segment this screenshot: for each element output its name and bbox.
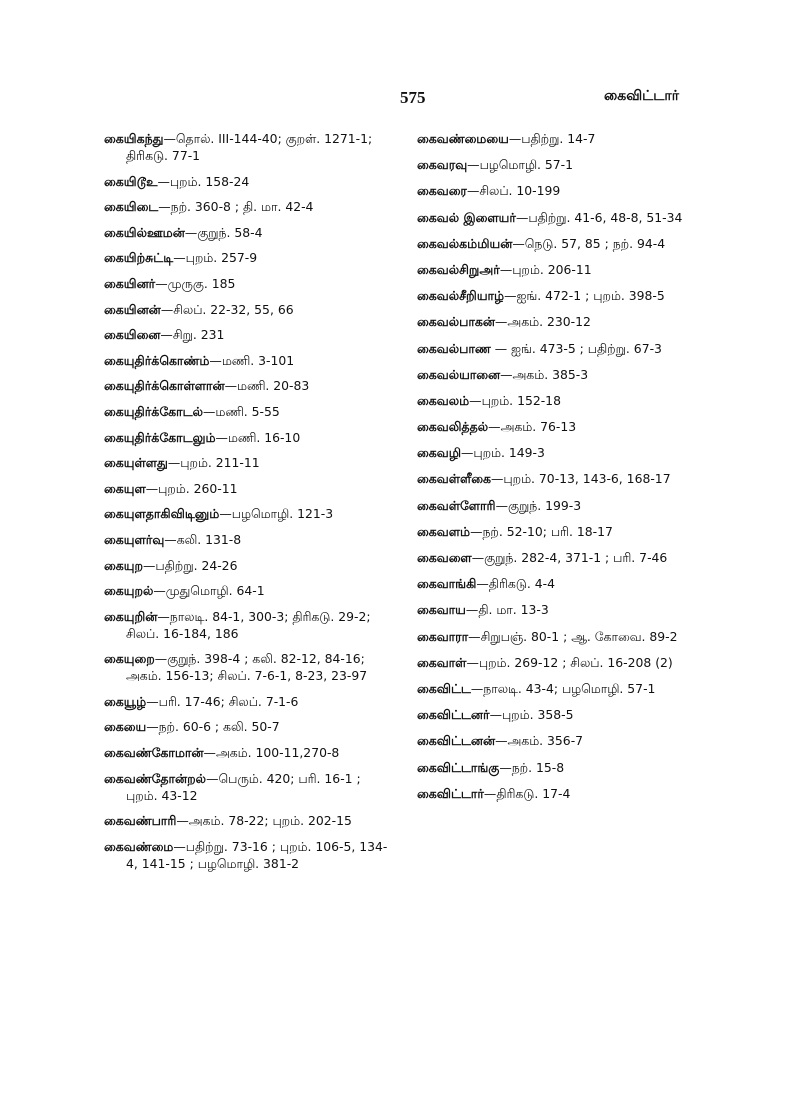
index-entry — [417, 601, 717, 618]
index-entry — [417, 680, 717, 697]
entry-headword: கையினை — [104, 327, 161, 343]
index-entry — [417, 130, 717, 147]
index-entry — [417, 366, 717, 383]
entry-references: —பரி. 17-46; சிலப். 7-1-6 — [146, 693, 299, 709]
entry-headword: கைவண்கோமான் — [104, 745, 204, 761]
entry-references: —புறம். 257-9 — [173, 250, 258, 266]
entry-headword: கையினர் — [104, 275, 156, 291]
index-entry — [104, 224, 396, 241]
entry-headword: கைவள்ளோரி — [417, 497, 496, 513]
entry-headword: கையை — [104, 719, 147, 735]
entry-headword: கைவல் இளையர் — [417, 209, 516, 225]
entry-headword: கைவிட்டனன் — [417, 733, 496, 749]
entry-headword: கைவல்கம்மியன் — [417, 235, 513, 251]
entry-headword: கைவண்பாரி — [104, 813, 177, 829]
entry-references: —குறுந். 398-4 ; கலி. 82-12, 84-16; அகம். 156-13; சிலப். 7-6-1, 8-23, 23-97 — [126, 651, 368, 684]
entry-references: —அகம். 385-3 — [500, 366, 589, 382]
entry-references: —கலி. 131-8 — [164, 531, 242, 547]
entry-headword: கைவிட்டனர் — [417, 707, 490, 723]
index-entry — [417, 287, 717, 304]
entry-references: —பெரும். 420; பரி. 16-1 ; புறம். 43-12 — [126, 770, 361, 803]
entry-references: —அகம். 230-12 — [495, 314, 591, 330]
index-entry — [417, 340, 717, 357]
entry-references: —திரிகடு. 4-4 — [476, 576, 555, 592]
entry-references: —தி. மா. 13-3 — [465, 602, 549, 618]
entry-references: —நற். 52-10; பரி. 18-17 — [470, 523, 613, 539]
entry-headword: கையிடை — [104, 199, 159, 215]
index-entry — [104, 454, 396, 471]
index-entry — [417, 444, 717, 461]
index-entry — [417, 575, 717, 592]
entry-headword: கையூழ் — [104, 693, 147, 709]
entry-references: —அகம். 78-22; புறம். 202-15 — [176, 813, 352, 829]
index-entry — [417, 785, 717, 802]
entry-references: —புறம். 358-5 — [489, 707, 574, 723]
entry-references: —முதுமொழி. 64-1 — [153, 583, 265, 599]
entry-headword: கையுதிர்க்கொண்ம் — [104, 352, 210, 368]
entry-headword: கையில்ஊமன் — [104, 224, 185, 240]
entry-references: —புறம். 211-11 — [167, 455, 260, 471]
entry-headword: கையுதிர்க்கொள்ளான் — [104, 378, 225, 394]
index-entry — [417, 497, 717, 514]
entry-headword: கையுளர்வு — [104, 531, 165, 547]
entry-headword: கையுளதாகிவிடினும் — [104, 506, 220, 522]
index-entry — [104, 275, 396, 292]
entry-references: —மணி. 5-55 — [202, 403, 280, 419]
entry-headword: கையிகந்து — [104, 131, 164, 146]
index-entry — [104, 301, 396, 318]
entry-references: —பதிற்று. 73-16 ; புறம். 106-5, 134-4, 141-15 ; பழமொழி. 381-2 — [126, 838, 388, 871]
index-entry — [417, 706, 717, 723]
index-entry — [104, 429, 396, 446]
entry-references: —புறம். 158-24 — [157, 173, 250, 189]
entry-headword: கைவளம் — [417, 523, 471, 539]
index-entry — [104, 718, 396, 735]
entry-headword: கையுற — [104, 557, 144, 573]
entry-headword: கையினன் — [104, 301, 161, 317]
entry-references: —புறம். 70-13, 143-6, 168-17 — [491, 471, 671, 487]
entry-references: —புறம். 152-18 — [469, 392, 561, 408]
entry-references: —புறம். 206-11 — [499, 261, 592, 277]
entry-headword: கைவிட்டாங்கு — [417, 759, 500, 775]
entry-references: —திரிகடு. 17-4 — [483, 785, 571, 801]
index-entry — [104, 130, 396, 164]
entry-headword: கைவிட்ட — [417, 680, 471, 696]
entry-references: —முருகு. 185 — [155, 275, 236, 291]
index-entry — [417, 156, 717, 173]
entry-headword: கைவண்தோன்றல் — [104, 770, 207, 786]
entry-references: —நற். 360-8 ; தி. மா. 42-4 — [158, 199, 314, 215]
index-entry — [104, 838, 396, 872]
index-entry — [104, 326, 396, 343]
index-entry — [417, 549, 717, 566]
entry-headword: கைவரை — [417, 183, 467, 199]
entry-references: — ஐங். 473-5 ; பதிற்று. 67-3 — [490, 340, 662, 356]
entry-references: —அகம். 76-13 — [488, 419, 577, 435]
index-entry — [417, 182, 717, 199]
index-entry — [104, 377, 396, 394]
left-index-column — [104, 130, 396, 880]
index-entry — [104, 531, 396, 548]
entry-references: —நாலடி. 43-4; பழமொழி. 57-1 — [470, 680, 656, 696]
index-entry — [104, 249, 396, 266]
entry-headword: கைவாள் — [417, 654, 467, 670]
index-entry — [417, 235, 717, 252]
entry-references: —புறம். 149-3 — [461, 445, 545, 461]
index-entry — [417, 759, 717, 776]
entry-references: —சிறு. 231 — [160, 327, 225, 343]
index-entry — [104, 557, 396, 574]
entry-headword: கைவள்ளீகை — [417, 471, 492, 487]
index-entry — [104, 650, 396, 684]
entry-headword: கையுள — [104, 480, 146, 496]
entry-headword: கையுறின் — [104, 608, 158, 624]
index-entry — [417, 654, 717, 671]
index-entry — [104, 744, 396, 761]
entry-references: —நெடு. 57, 85 ; நற். 94-4 — [512, 235, 666, 251]
entry-headword: கைவண்மையை — [417, 131, 509, 146]
index-entry — [104, 505, 396, 522]
entry-headword: கைவலித்தல் — [417, 419, 489, 435]
index-entry — [104, 812, 396, 829]
index-entry — [417, 392, 717, 409]
entry-references: —தொல். III-144-40; குறள். 1271-1; திரிகடு. 77-1 — [126, 131, 373, 163]
entry-references: —சிறுபஞ். 80-1 ; ஆ. கோவை. 89-2 — [468, 628, 678, 644]
entry-headword: கையிற்சுட்டி — [104, 250, 174, 266]
entry-headword: கைவாங்கி — [417, 576, 477, 592]
index-entry — [417, 732, 717, 749]
index-entry — [104, 173, 396, 190]
entry-headword: கைவண்மை — [104, 838, 174, 854]
entry-headword: கைவலம் — [417, 392, 470, 408]
index-entry — [417, 470, 717, 487]
entry-references: —புறம். 260-11 — [145, 480, 238, 496]
index-entry — [104, 770, 396, 804]
page-number: 575 — [400, 88, 426, 107]
index-entry — [104, 693, 396, 710]
entry-headword: கைவல்பாகன் — [417, 314, 496, 330]
index-entry — [417, 628, 717, 645]
entry-references: —சிலப். 10-199 — [466, 183, 561, 199]
entry-headword: கையுள்ளது — [104, 455, 168, 471]
entry-headword: கைவாய — [417, 602, 466, 618]
right-index-column — [417, 130, 717, 811]
running-head: கைவிட்டார் — [604, 88, 680, 104]
index-entry — [417, 523, 717, 540]
entry-references: —நற். 60-6 ; கலி. 50-7 — [146, 719, 280, 735]
entry-headword: கையிடூஉ — [104, 173, 158, 189]
page-header — [0, 88, 800, 112]
entry-headword: கைவல்பாண — [417, 340, 491, 356]
entry-headword: கைவரவு — [417, 157, 468, 173]
entry-headword: கைவல்சிறுஅர் — [417, 261, 500, 277]
entry-references: —குறுந். 58-4 — [184, 224, 263, 240]
entry-references: —குறுந். 199-3 — [495, 497, 582, 513]
entry-references: —புறம். 269-12 ; சிலப். 16-208 (2) — [466, 654, 673, 670]
index-entry — [104, 582, 396, 599]
index-entry — [104, 608, 396, 642]
index-entry — [104, 198, 396, 215]
index-entry — [417, 209, 717, 226]
index-entry — [417, 261, 717, 278]
entry-headword: கைவிட்டார் — [417, 785, 484, 801]
index-entry — [104, 403, 396, 420]
entry-headword: கையுதிர்க்கோடலும் — [104, 429, 216, 445]
entry-headword: கையுறல் — [104, 583, 154, 599]
entry-references: —பதிற்று. 24-26 — [143, 557, 238, 573]
entry-headword: கையுதிர்க்கோடல் — [104, 403, 203, 419]
entry-references: —குறுந். 282-4, 371-1 ; பரி. 7-46 — [471, 550, 668, 565]
entry-references: —நற். 15-8 — [499, 759, 565, 775]
entry-references: —அகம். 100-11,270-8 — [203, 745, 340, 761]
entry-references: —பதிற்று. 14-7 — [508, 131, 596, 146]
entry-references: —சிலப். 22-32, 55, 66 — [160, 301, 294, 317]
entry-headword: கைவளை — [417, 550, 472, 565]
entry-references: —மணி. 16-10 — [215, 429, 301, 445]
entry-references: —நாலடி. 84-1, 300-3; திரிகடு. 29-2; சிலப். 16-184, 186 — [126, 608, 371, 641]
entry-headword: கைவல்யானை — [417, 366, 501, 382]
entry-headword: கையுறை — [104, 651, 155, 667]
entry-references: —ஐங். 472-1 ; புறம். 398-5 — [504, 288, 665, 304]
index-entry — [417, 313, 717, 330]
entry-references: —பழமொழி. 121-3 — [219, 506, 334, 522]
index-entry — [417, 418, 717, 435]
index-entry — [104, 480, 396, 497]
entry-references: —பழமொழி. 57-1 — [467, 157, 574, 173]
entry-references: —அகம். 356-7 — [495, 733, 584, 749]
entry-references: —மணி. 20-83 — [224, 378, 310, 394]
entry-headword: கைவழி — [417, 445, 462, 461]
entry-references: —மணி. 3-101 — [209, 352, 295, 368]
index-entry — [104, 352, 396, 369]
entry-headword: கைவல்சீறியாழ் — [417, 288, 505, 304]
entry-headword: கைவாரா — [417, 628, 469, 644]
entry-references: —பதிற்று. 41-6, 48-8, 51-34 — [515, 209, 683, 225]
